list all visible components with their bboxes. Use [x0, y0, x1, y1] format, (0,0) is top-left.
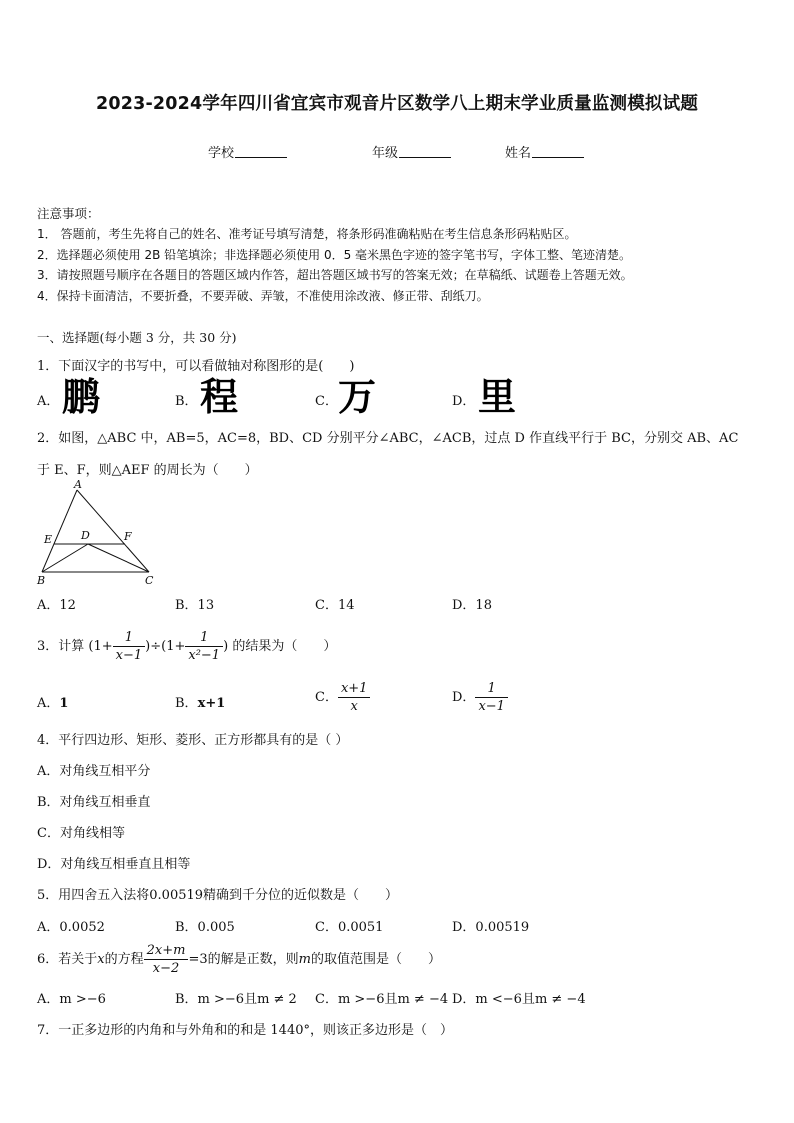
label-d: D [81, 529, 90, 542]
grade-field[interactable] [372, 142, 451, 161]
q6-frac-num: 2x+m [144, 942, 189, 960]
q1-option-b-label: B． [175, 394, 198, 409]
q3-option-b-value: x+1 [197, 696, 226, 711]
q2-stem-line2: 于 E、F，则△AEF 的周长为（ ） [37, 463, 258, 478]
q3-close: ) [223, 639, 229, 654]
q4-option-c: C．对角线相等 [37, 826, 125, 841]
school-blank[interactable] [235, 145, 287, 158]
q6-var-x: x [97, 952, 105, 967]
q6-fraction [144, 942, 189, 977]
name-blank[interactable] [532, 145, 584, 158]
q3-frac1-num: 1 [113, 629, 146, 647]
q3-option-d [452, 680, 508, 715]
q4-stem: 4．平行四边形、矩形、菱形、正方形都具有的是（ ） [37, 733, 349, 748]
q3-suffix: 的结果为（ ） [232, 639, 337, 654]
q7-stem: 7．一正多边形的内角和与外角和的和是 1440°，则该正多边形是（ ） [37, 1023, 453, 1038]
q6-option-a: A．m >−6 [37, 992, 106, 1007]
q3-option-d-label: D． [452, 690, 476, 705]
q1-option-a-char: 鹏 [62, 375, 101, 419]
q4-option-b: B．对角线互相垂直 [37, 795, 151, 810]
q3-option-c-label: C． [315, 690, 338, 705]
notice-item: 4．保持卡面清洁，不要折叠，不要弄破、弄皱，不准使用涂改液、修正带、刮纸刀。 [37, 289, 489, 303]
q1-option-a-label: A． [37, 394, 60, 409]
q6-option-d: D．m <−6且m ≠ −4 [452, 992, 586, 1007]
q3-option-c-den: x [350, 699, 358, 714]
q4-option-d: D．对角线互相垂直且相等 [37, 857, 191, 872]
label-f: F [124, 530, 132, 543]
q2-stem-line1: 2．如图，△ABC 中，AB=5，AC=8，BD、CD 分别平分∠ABC，∠ACB，过点 D 作直线平行于 BC，分别交 AB、AC [37, 431, 739, 446]
section-heading: 一、选择题(每小题 3 分，共 30 分) [37, 330, 237, 345]
q5-option-a: A．0.0052 [37, 920, 105, 935]
q6-eq: =3 [188, 952, 208, 967]
q3-option-c-num: x+1 [338, 680, 371, 698]
q6-option-b: B．m >−6且m ≠ 2 [175, 992, 297, 1007]
q5-stem: 5．用四舍五入法将0.00519精确到千分位的近似数是（ ） [37, 888, 399, 903]
q3-option-a-value: 1 [59, 696, 69, 711]
q1-option-c-label: C． [315, 394, 338, 409]
q5-option-b: B．0.005 [175, 920, 235, 935]
page-title: 2023-2024学年四川省宜宾市观音片区数学八上期末学业质量监测模拟试题 [95, 94, 699, 114]
q3-fraction-2 [185, 629, 223, 664]
q1-option-d-label: D． [452, 394, 476, 409]
school-label: 学校 [208, 146, 235, 161]
q5-option-d: D．0.00519 [452, 920, 530, 935]
q2-option-d: D．18 [452, 598, 492, 613]
q6-frac-den: x−2 [152, 961, 180, 976]
q5-option-c: C．0.0051 [315, 920, 384, 935]
q3-option-a-label: A． [37, 696, 60, 711]
grade-label: 年级 [372, 146, 399, 161]
q3-frac2-den: x²−1 [188, 648, 221, 663]
school-field[interactable] [208, 142, 287, 161]
notice-item: 1． 答题前，考生先将自己的姓名、准考证号填写清楚，将条形码准确粘贴在考生信息条形码粘贴区。 [37, 227, 577, 241]
name-field[interactable] [505, 142, 584, 161]
label-c: C [145, 574, 154, 587]
q6-stem [37, 942, 441, 977]
q3-option-d-fraction [475, 680, 508, 715]
q6-option-c: C．m >−6且m ≠ −4 [315, 992, 449, 1007]
q6-mid1: 的方程 [104, 952, 144, 967]
notice-item: 2．选择题必须使用 2B 铅笔填涂；非选择题必须使用 0．5 毫米黑色字迹的签字笔书写，字体工整、笔迹清楚。 [37, 248, 632, 262]
q3-mid: )÷(1+ [145, 639, 186, 654]
q6-suffix: 的取值范围是（ ） [310, 952, 441, 967]
label-e: E [44, 533, 53, 546]
q3-frac2-num: 1 [185, 629, 223, 647]
q3-stem [37, 629, 336, 664]
label-a: A [74, 478, 82, 491]
q1-option-d-char: 里 [478, 375, 517, 419]
notice-heading: 注意事项： [37, 206, 100, 221]
q3-option-d-num: 1 [475, 680, 508, 698]
q6-mid2: 的解是正数，则 [207, 952, 299, 967]
label-b: B [37, 574, 46, 587]
q2-option-a: A．12 [37, 598, 76, 613]
notice-item: 3．请按照题号顺序在各题目的答题区域内作答，超出答题区域书写的答案无效；在草稿纸、试题卷上答题无效。 [37, 268, 633, 282]
grade-blank[interactable] [399, 145, 451, 158]
q1-stem: 1．下面汉字的书写中，可以看做轴对称图形的是( ) [37, 359, 355, 374]
q3-open1: (1+ [88, 639, 113, 654]
q3-prefix: 3．计算 [37, 639, 85, 654]
q6-prefix: 6．若关于 [37, 952, 98, 967]
q3-option-d-den: x−1 [478, 699, 505, 714]
q3-option-c-fraction [338, 680, 371, 715]
q1-option-c-char: 万 [338, 375, 377, 419]
q2-option-b: B．13 [175, 598, 215, 613]
q4-option-a: A．对角线互相平分 [37, 764, 151, 779]
q1-option-b-char: 程 [200, 375, 239, 419]
q3-frac1-den: x−1 [115, 648, 143, 663]
q3-option-b-label: B． [175, 696, 198, 711]
name-label: 姓名 [505, 146, 532, 161]
q3-option-a [37, 692, 68, 711]
q2-option-c: C．14 [315, 598, 355, 613]
q3-fraction-1 [113, 629, 146, 664]
triangle-figure [34, 478, 164, 588]
q6-var-m: m [298, 952, 311, 967]
q3-option-c [315, 680, 370, 715]
q3-option-b [175, 692, 225, 711]
